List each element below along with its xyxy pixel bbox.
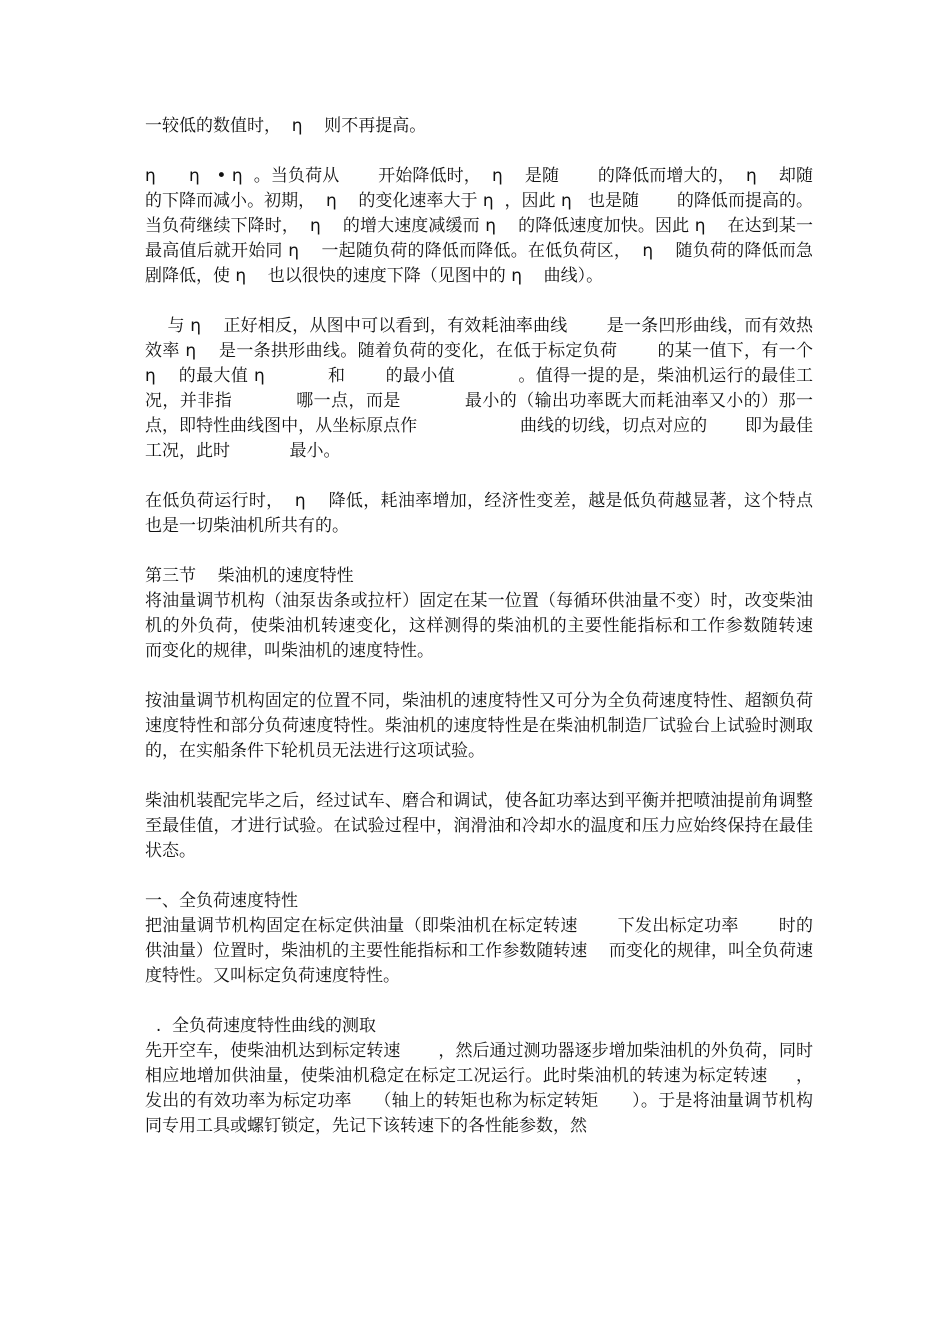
- section-heading-speed-characteristics: 第三节 柴油机的速度特性: [145, 566, 354, 586]
- paragraph-efficiency-relation: η η • η 。当负荷从 开始降低时， η 是随 的降低而增大的， η 却随 的下降而减小。初期， η 的变化速率大于 η ，因此 η 也是随 的降低而提高的。当负荷继续下降时， η 的增大速度减缓而 η 的降低速度加快。因此 η 在达到某一最高值后就开始同 η 一起随负荷的降低而降低。在低负荷区， η 随负荷的降低而急剧降低，使 η 也以很快的速度下降（见图中的 η 曲线）。: [145, 166, 851, 286]
- paragraph-fuel-consumption-curve: 与 η 正好相反，从图中可以看到，有效耗油率曲线 是一条凹形曲线，而有效热效率 η 是一条拱形曲线。随着负荷的变化，在低于标定负荷 的某一值下，有一个 η 的最大值 η 和 的最小值 。值得一提的是，柴油机运行的最佳工况，并非指 哪一点，而是 最小的（输出功率既大而耗油率又小的）那一点，即特性曲线图中，从坐标原点作 曲线的切线，切点对应的 即为最佳工况，此时 最小。: [145, 316, 819, 461]
- subsection-heading-full-load: 一、全负荷速度特性: [145, 891, 298, 911]
- subsection-heading-curve-measurement: . 全负荷速度特性曲线的测取: [145, 1016, 377, 1036]
- paragraph-efficiency-limit: 一较低的数值时， η 则不再提高。: [145, 116, 427, 136]
- paragraph-speed-characteristics-definition: 将油量调节机构（油泵齿条或拉杆）固定在某一位置（每循环供油量不变）时，改变柴油机的外负荷，使柴油机转速变化，这样测得的柴油机的主要性能指标和工作参数随转速 而变化的规律，叫柴油机的速度特性。: [145, 591, 835, 661]
- paragraph-speed-characteristics-types: 按油量调节机构固定的位置不同，柴油机的速度特性又可分为全负荷速度特性、超额负荷速度特性和部分负荷速度特性。柴油机的速度特性是在柴油机制造厂试验台上试验时测取的，在实船条件下轮机员无法进行这项试验。: [145, 691, 813, 761]
- paragraph-low-load-operation: 在低负荷运行时， η 降低，耗油率增加，经济性变差，越是低负荷越显著，这个特点也是一切柴油机所共有的。: [145, 491, 813, 536]
- document-page: [145, 114, 851, 1139]
- paragraph-full-load-definition: 把油量调节机构固定在标定供油量（即柴油机在标定转速 下发出标定功率 时的供油量）位置时，柴油机的主要性能指标和工作参数随转速 而变化的规律，叫全负荷速度特性。又叫标定负荷速度特性。: [145, 916, 813, 986]
- paragraph-measurement-procedure: 先开空车，使柴油机达到标定转速 ，然后通过测功器逐步增加柴油机的外负荷，同时相应地增加供油量，使柴油机稳定在标定工况运行。此时柴油机的转速为标定转速 ，发出的有效功率为标定功率 （轴上的转矩也称为标定转矩 ）。于是将油量调节机构同专用工具或螺钉锁定，先记下该转速下的各性能参数，然: [145, 1041, 813, 1136]
- paragraph-test-preparation: 柴油机装配完毕之后，经过试车、磨合和调试，使各缸功率达到平衡并把喷油提前角调整至最佳值，才进行试验。在试验过程中，润滑油和冷却水的温度和压力应始终保持在最佳状态。: [145, 791, 813, 861]
